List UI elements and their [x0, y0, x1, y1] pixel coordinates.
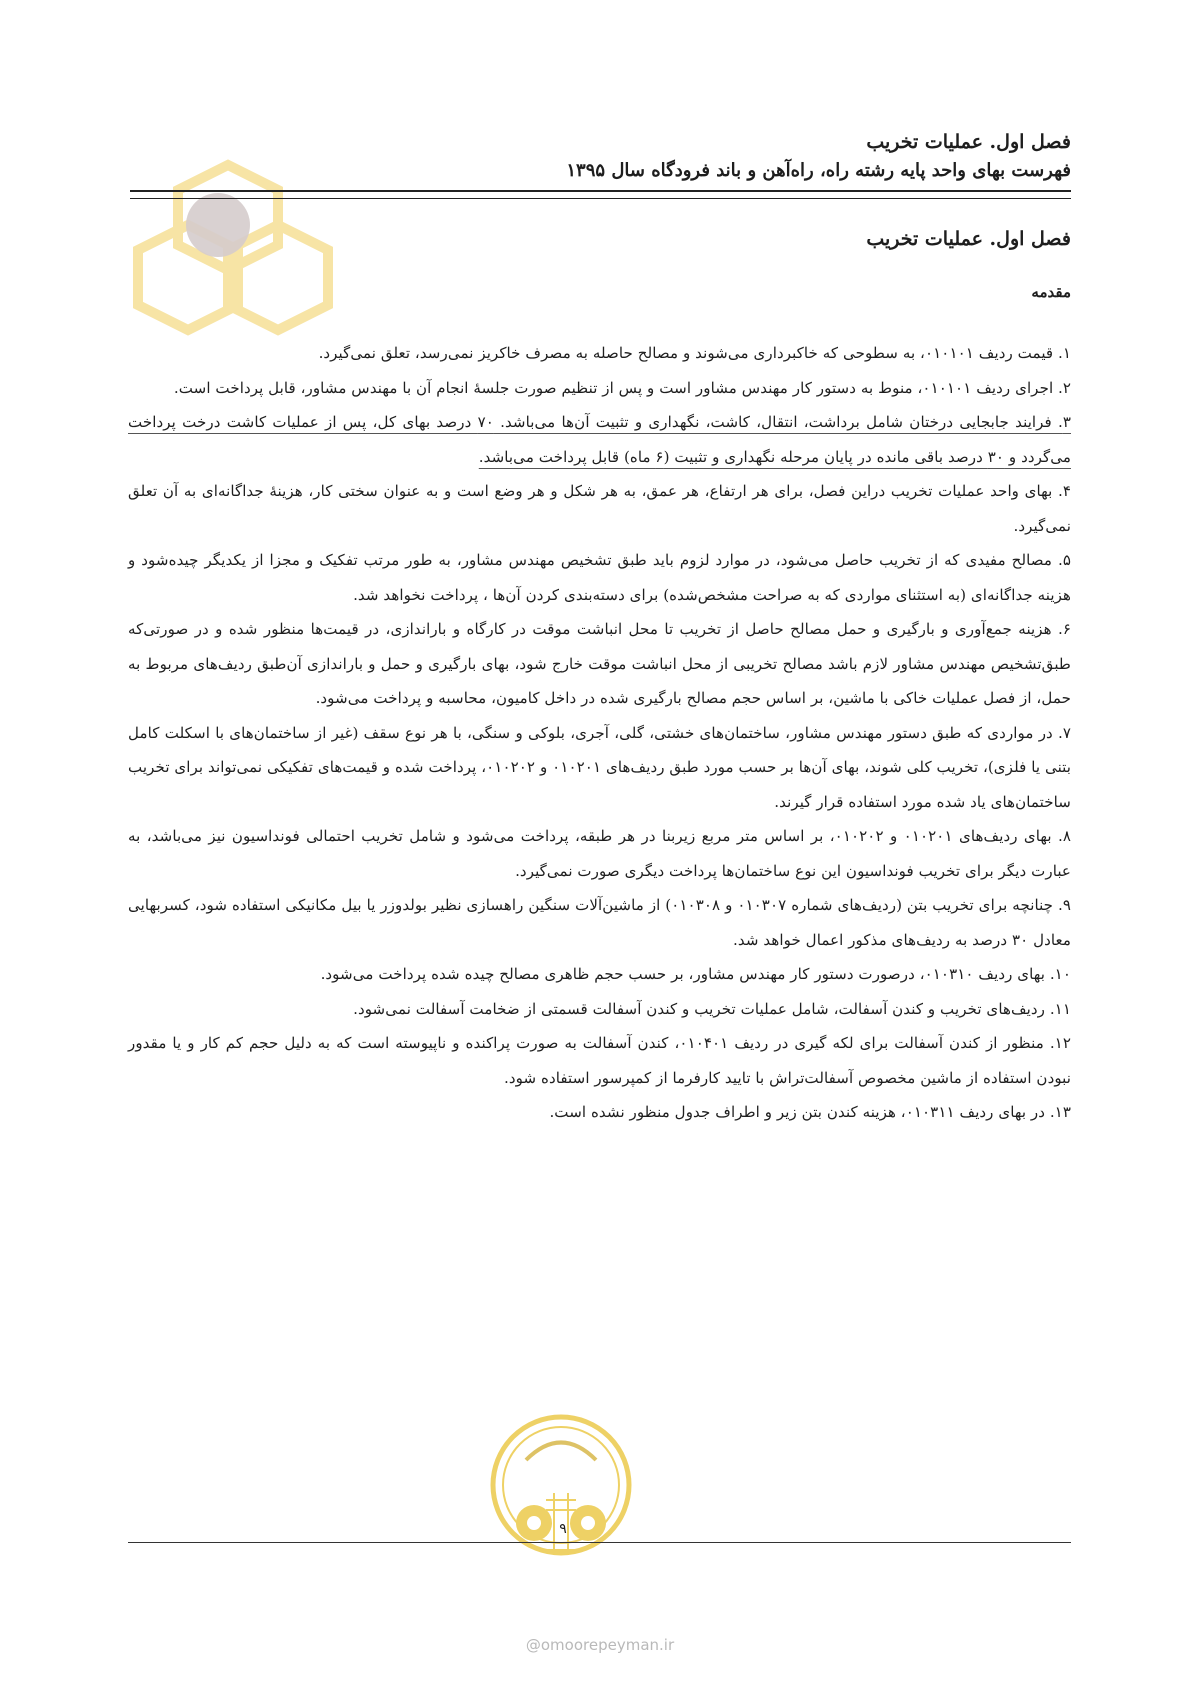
book-title: فهرست بهای واحد پایه رشته راه، راه‌آهن و باند فرودگاه سال ۱۳۹۵ [566, 160, 1071, 181]
paragraph-9: ۹. چنانچه برای تخریب بتن (ردیف‌های شماره ۰۱۰۳۰۷ و ۰۱۰۳۰۸) از ماشین‌آلات سنگین راهسازی نظیر بولدوزر یا بیل مکانیکی استفاده شود، کسربهایی معادل ۳۰ درصد به ردیف‌های مذکور اعمال خواهد شد. [128, 896, 1071, 949]
paragraph-10: ۱۰. بهای ردیف ۰۱۰۳۱۰، درصورت دستور کار مهندس مشاور، بر حسب حجم ظاهری مصالح چیده شده پرداخت می‌شود. [320, 965, 1071, 983]
page-number: ۹ [559, 1521, 567, 1537]
paragraph-6: ۶. هزینه جمع‌آوری و بارگیری و حمل مصالح حاصل از تخریب تا محل انباشت موقت در کارگاه و باراندازی، در قیمت‌ها منظور شده و در صورتی‌که طبق‌تشخیص مهندس مشاور لازم باشد مصالح تخریبی از محل انباشت موقت خارج شود، بهای بارگیری و حمل و باراندازی آن‌طبق ردیف‌های مربوط به حمل، از فصل عملیات خاکی با ماشین، بر اساس حجم مصالح بارگیری شده در داخل کامیون، محاسبه و پرداخت می‌شود. [128, 620, 1071, 707]
paragraph-4: ۴. بهای واحد عملیات تخریب دراین فصل، برای هر ارتفاع، هر عمق، به هر شکل و هر وضع است و به عنوان سختی کار، هزینهٔ جداگانه‌ای به آن تعلق نمی‌گیرد. [128, 482, 1071, 535]
gear-scale-stamp-icon [486, 1405, 636, 1580]
paragraph-3 [128, 405, 1071, 474]
intro-heading: مقدمه [1031, 283, 1071, 301]
footer-divider [128, 1542, 1071, 1543]
chapter-title: فصل اول. عملیات تخریب [866, 131, 1071, 153]
paragraph-1: ۱. قیمت ردیف ۰۱۰۱۰۱، به سطوحی که خاکبرداری می‌شوند و مصالح حاصله به مصرف خاکریز نمی‌رسد، تعلق نمی‌گیرد. [318, 344, 1071, 362]
paragraph-5: ۵. مصالح مفیدی که از تخریب حاصل می‌شود، در موارد لزوم باید طبق تشخیص مهندس مشاور، به طور مرتب تفکیک و مجزا از یکدیگر چیده‌شود و هزینه جداگانه‌ای (به استثنای مواردی که به صراحت مشخص‌شده) برای دسته‌بندی کردن آن‌ها ، پرداخت نخواهد شد. [128, 551, 1071, 604]
running-header [130, 128, 1071, 186]
paragraph-12: ۱۲. منظور از کندن آسفالت برای لکه گیری در ردیف ۰۱۰۴۰۱، کندن آسفالت به صورت پراکنده و ناپیوسته است که به دلیل حجم کم کار و یا مقدور نبودن استفاده از ماشین مخصوص آسفالت‌تراش با تایید کارفرما از کمپرسور استفاده شود. [128, 1034, 1071, 1087]
website-watermark: @omoorepeyman.ir [525, 1636, 675, 1654]
body-text [128, 336, 1071, 1130]
paragraph-7: ۷. در مواردی که طبق دستور مهندس مشاور، ساختمان‌های خشتی، گلی، آجری، بلوکی و سنگی، با هر نوع سقف (غیر از ساختمان‌های با اسکلت کامل بتنی یا فلزی)، تخریب کلی شوند، بهای آن‌ها بر حسب مورد طبق ردیف‌های ۰۱۰۲۰۱ و ۰۱۰۲۰۲، پرداخت شده و قیمت‌های تفکیکی نمی‌تواند برای تخریب ساختمان‌های یاد شده مورد استفاده قرار گیرند. [128, 723, 1071, 811]
paragraph-8: ۸. بهای ردیف‌های ۰۱۰۲۰۱ و ۰۱۰۲۰۲، بر اساس متر مربع زیربنا در هر طبقه، پرداخت می‌شود و شامل تخریب احتمالی فونداسیون نیز می‌باشد، به عبارت دیگر برای تخریب فونداسیون این نوع ساختمان‌ها پرداخت دیگری صورت نمی‌گیرد. [128, 827, 1072, 880]
paragraph-2: ۲. اجرای ردیف ۰۱۰۱۰۱، منوط به دستور کار مهندس مشاور است و پس از تنظیم صورت جلسهٔ انجام آن با مهندس مشاور، قابل پرداخت است. [173, 378, 1071, 397]
header-divider [130, 190, 1071, 199]
paragraph-3-text: ۳. فرایند جابجایی درختان شامل برداشت، انتقال، کاشت، نگهداری و تثبیت آن‌ها می‌باشد. ۷۰ درصد بهای کل، پس از عملیات کاشت درخت پرداخت می‌گردد و ۳۰ درصد باقی مانده در پایان مرحله نگهداری و تثبیت (۶ ماه) قابل پرداخت می‌باشد. [128, 413, 1071, 466]
paragraph-11: ۱۱. ردیف‌های تخریب و کندن آسفالت، شامل عملیات تخریب و کندن آسفالت قسمتی از ضخامت آسفالت نمی‌شود. [353, 999, 1071, 1018]
section-title: فصل اول. عملیات تخریب [866, 228, 1071, 250]
paragraph-13: ۱۳. در بهای ردیف ۰۱۰۳۱۱، هزینه کندن بتن زیر و اطراف جدول منظور نشده است. [549, 1103, 1071, 1121]
